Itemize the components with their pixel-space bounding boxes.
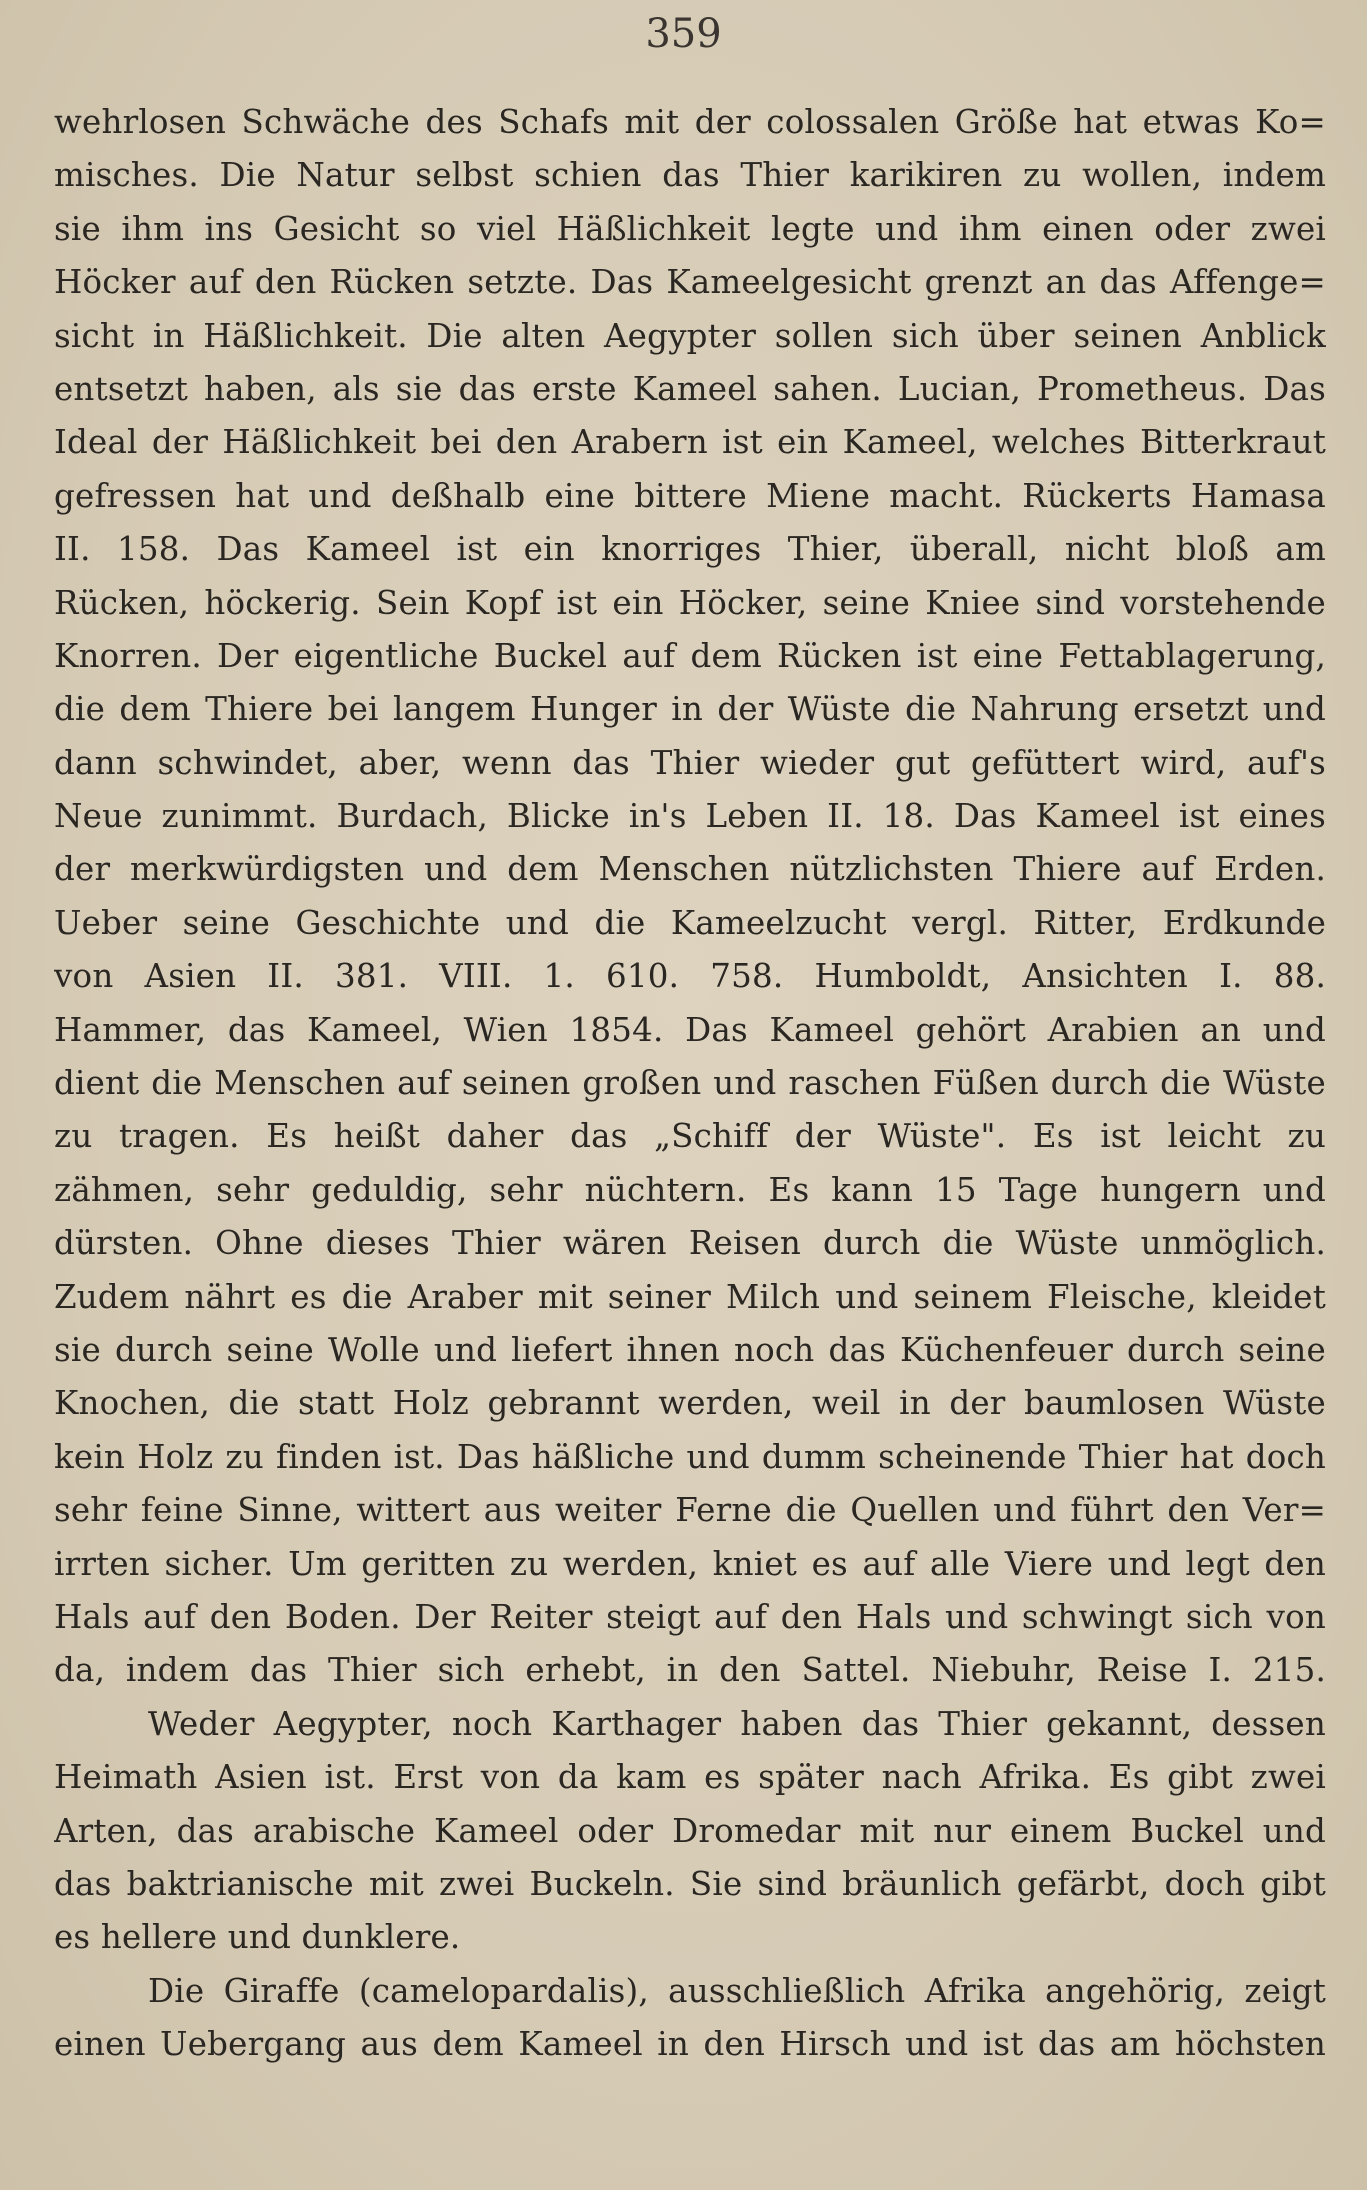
text-line: das baktrianische mit zwei Buckeln. Sie sind bräunlich gefärbt, doch gibt bbox=[54, 1864, 1326, 1903]
text-line: sehr feine Sinne, wittert aus weiter Ferne die Quellen und führt den Ver= bbox=[54, 1491, 1326, 1530]
text-line: Die Giraffe (camelopardalis), ausschließlich Afrika angehörig, zeigt bbox=[148, 1971, 1326, 2010]
text-line: einen Uebergang aus dem Kameel in den Hirsch und ist das am höchsten bbox=[54, 2025, 1326, 2064]
text-line: dürsten. Ohne dieses Thier wären Reisen durch die Wüste unmöglich. bbox=[54, 1224, 1326, 1263]
text-line: Zudem nährt es die Araber mit seiner Milch und seinem Fleische, kleidet bbox=[54, 1277, 1326, 1316]
text-line: Hammer, das Kameel, Wien 1854. Das Kameel gehört Arabien an und bbox=[54, 1010, 1326, 1049]
text-line: zu tragen. Es heißt daher das „Schiff der Wüste". Es ist leicht zu bbox=[54, 1117, 1326, 1156]
text-line: da, indem das Thier sich erhebt, in den Sattel. Niebuhr, Reise I. 215. bbox=[54, 1651, 1326, 1690]
text-line: irrten sicher. Um geritten zu werden, kniet es auf alle Viere und legt den bbox=[54, 1544, 1326, 1583]
text-line: sicht in Häßlichkeit. Die alten Aegypter sollen sich über seinen Anblick bbox=[54, 316, 1326, 355]
text-line: misches. Die Natur selbst schien das Thier karikiren zu wollen, indem bbox=[54, 156, 1326, 195]
text-line: dann schwindet, aber, wenn das Thier wieder gut gefüttert wird, auf's bbox=[54, 743, 1326, 782]
text-line: Heimath Asien ist. Erst von da kam es später nach Afrika. Es gibt zwei bbox=[54, 1758, 1326, 1797]
text-line: Neue zunimmt. Burdach, Blicke in's Leben II. 18. Das Kameel ist eines bbox=[54, 797, 1326, 836]
text-line: entsetzt haben, als sie das erste Kameel sahen. Lucian, Prometheus. Das bbox=[54, 369, 1326, 408]
text-line: Rücken, höckerig. Sein Kopf ist ein Höcker, seine Kniee sind vorstehende bbox=[54, 583, 1326, 622]
text-line: sie ihm ins Gesicht so viel Häßlichkeit legte und ihm einen oder zwei bbox=[54, 209, 1326, 248]
text-line: Knorren. Der eigentliche Buckel auf dem Rücken ist eine Fettablagerung, bbox=[54, 636, 1326, 675]
text-line: sie durch seine Wolle und liefert ihnen noch das Küchenfeuer durch seine bbox=[54, 1330, 1326, 1369]
text-line: kein Holz zu finden ist. Das häßliche und dumm scheinende Thier hat doch bbox=[54, 1437, 1326, 1476]
text-line: Ueber seine Geschichte und die Kameelzucht vergl. Ritter, Erdkunde bbox=[54, 903, 1326, 942]
text-line: Ideal der Häßlichkeit bei den Arabern ist ein Kameel, welches Bitterkraut bbox=[54, 423, 1326, 462]
text-line: von Asien II. 381. VIII. 1. 610. 758. Humboldt, Ansichten I. 88. bbox=[54, 957, 1326, 996]
text-line: Knochen, die statt Holz gebrannt werden, weil in der baumlosen Wüste bbox=[54, 1384, 1326, 1423]
text-line: Höcker auf den Rücken setzte. Das Kameelgesicht grenzt an das Affenge= bbox=[54, 263, 1326, 302]
text-line: zähmen, sehr geduldig, sehr nüchtern. Es kann 15 Tage hungern und bbox=[54, 1170, 1326, 1209]
text-line: Hals auf den Boden. Der Reiter steigt auf den Hals und schwingt sich von bbox=[54, 1597, 1326, 1636]
text-line: wehrlosen Schwäche des Schafs mit der colossalen Größe hat etwas Ko= bbox=[54, 103, 1326, 141]
text-line: es hellere und dunklere. bbox=[54, 1918, 461, 1957]
text-line: II. 158. Das Kameel ist ein knorriges Thier, überall, nicht bloß am bbox=[54, 530, 1326, 569]
text-line: der merkwürdigsten und dem Menschen nützlichsten Thiere auf Erden. bbox=[54, 850, 1326, 889]
page-number: 359 bbox=[645, 11, 722, 57]
body-text bbox=[54, 96, 1326, 2071]
text-line: Weder Aegypter, noch Karthager haben das Thier gekannt, dessen bbox=[148, 1704, 1326, 1743]
text-line: die dem Thiere bei langem Hunger in der Wüste die Nahrung ersetzt und bbox=[54, 690, 1326, 729]
text-line: dient die Menschen auf seinen großen und raschen Füßen durch die Wüste bbox=[54, 1064, 1326, 1103]
text-line: Arten, das arabische Kameel oder Dromedar mit nur einem Buckel und bbox=[54, 1811, 1326, 1850]
text-line: gefressen hat und deßhalb eine bittere Miene macht. Rückerts Hamasa bbox=[54, 476, 1326, 515]
